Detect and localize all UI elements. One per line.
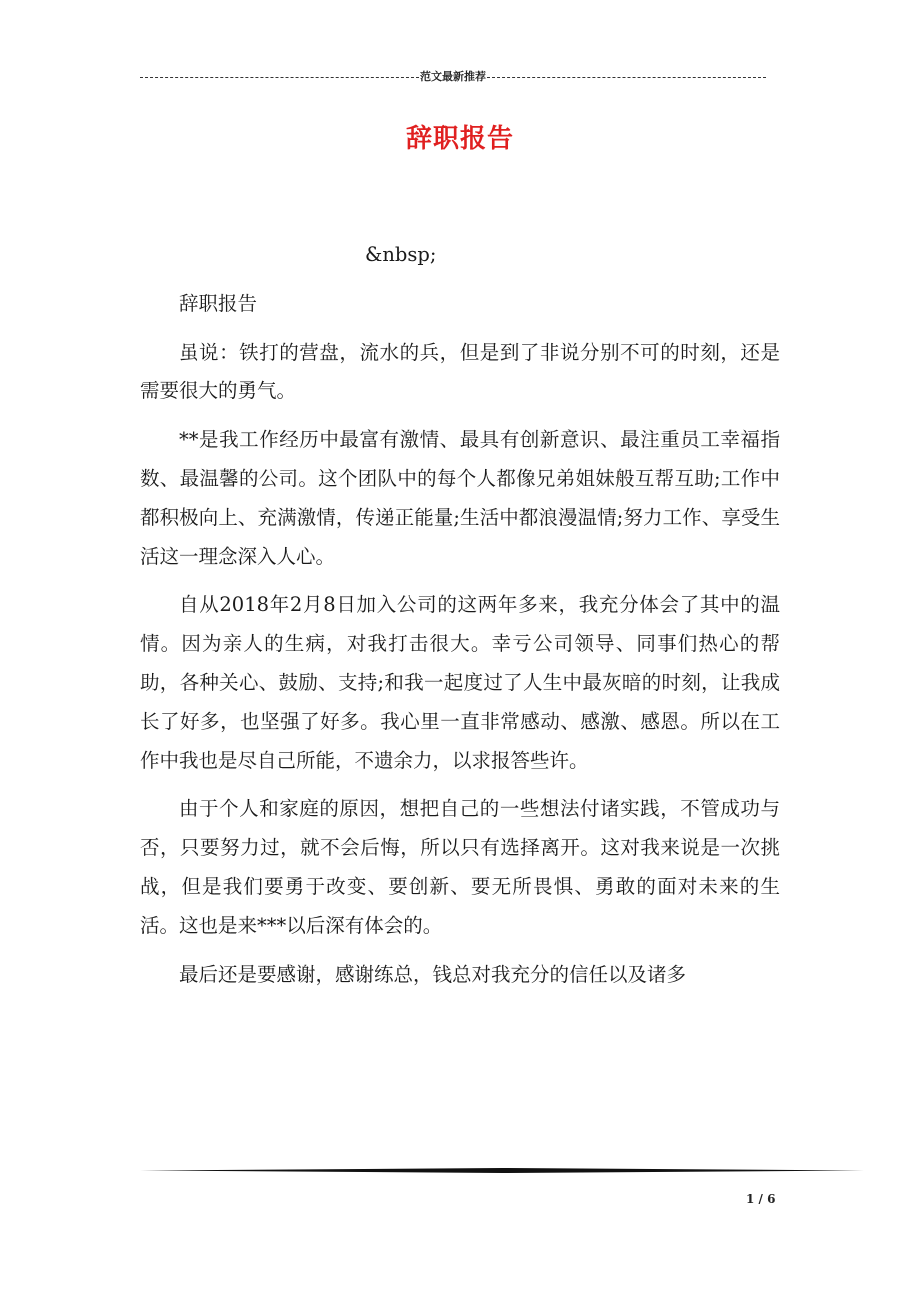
document-body — [140, 236, 780, 1004]
paragraph-company: **是我工作经历中最富有激情、最具有创新意识、最注重员工幸福指数、最温馨的公司。这个团队中的每个人都像兄弟姐妹般互帮互助;工作中都积极向上、充满激情，传递正能量;生活中都浪漫温情;努力工作、享受生活这一理念深入人心。 — [140, 428, 780, 568]
header-label: 范文最新推荐 — [420, 70, 486, 83]
page-header — [140, 68, 766, 86]
paragraph-heading: 辞职报告 — [179, 291, 258, 315]
paragraph-opening: 虽说：铁打的营盘，流水的兵，但是到了非说分别不可的时刻，还是需要很大的勇气。 — [140, 340, 780, 403]
header-dash-left — [140, 68, 419, 86]
footer-rule — [140, 1168, 864, 1173]
header-dash-right — [487, 68, 766, 86]
nbsp-line: &nbsp; — [365, 243, 437, 266]
page-number: 1 / 6 — [746, 1192, 776, 1206]
paragraph-reason: 由于个人和家庭的原因，想把自己的一些想法付诸实践，不管成功与否，只要努力过，就不会后悔，所以只有选择离开。这对我来说是一次挑战，但是我们要勇于改变、要创新、要无所畏惧、勇敢的面对未来的生活。这也是来***以后深有体会的。 — [140, 797, 780, 937]
paragraph-thanks: 最后还是要感谢，感谢练总，钱总对我充分的信任以及诸多 — [179, 962, 687, 986]
document-title: 辞职报告 — [405, 124, 514, 154]
paragraph-history: 自从2018年2月8日加入公司的这两年多来，我充分体会了其中的温情。因为亲人的生病，对我打击很大。幸亏公司领导、同事们热心的帮助，各种关心、鼓励、支持;和我一起度过了人生中最灰暗的时刻，让我成长了好多，也坚强了好多。我心里一直非常感动、感激、感恩。所以在工作中我也是尽自己所能，不遗余力，以求报答些许。 — [140, 593, 780, 772]
